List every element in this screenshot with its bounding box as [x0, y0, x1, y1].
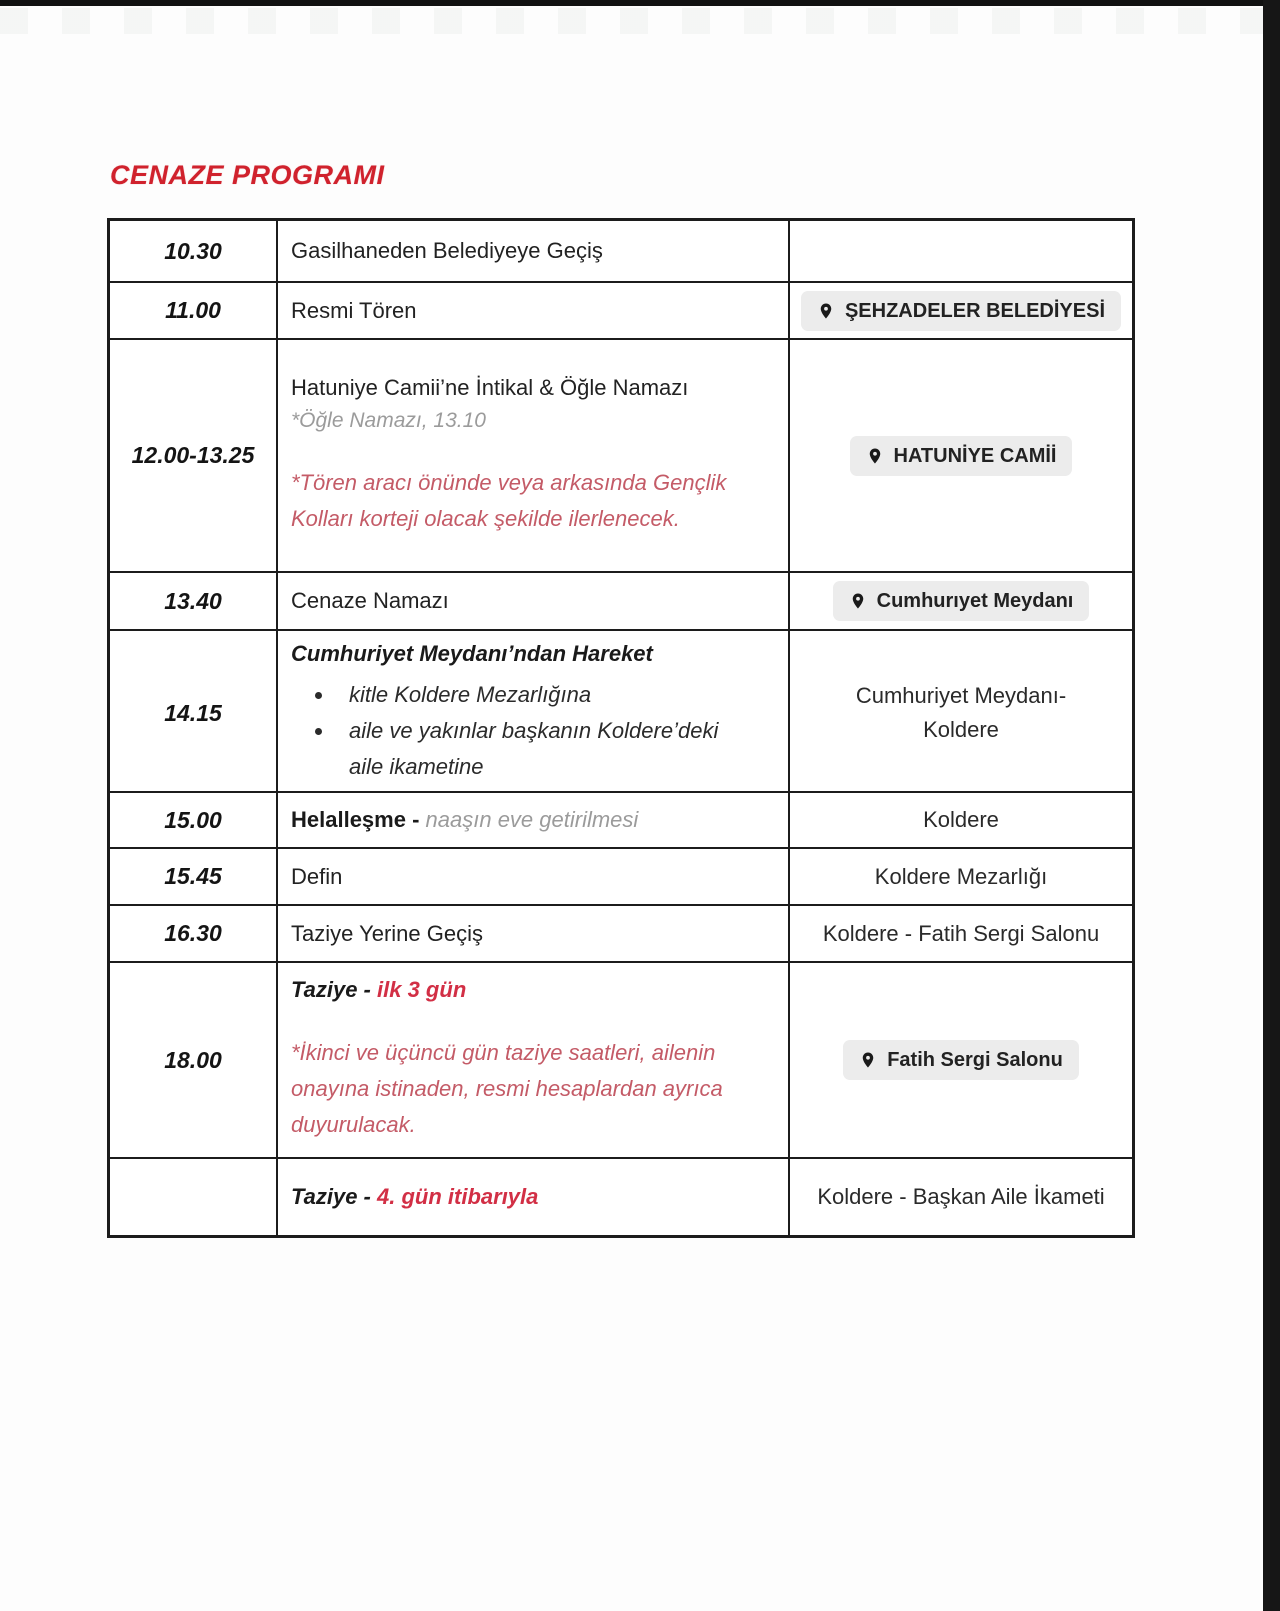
- bullet-item: • kitle Koldere Mezarlığına: [335, 677, 735, 713]
- location-chip: [850, 436, 1073, 476]
- location-chip: [843, 1040, 1079, 1080]
- table-row: [110, 221, 1132, 281]
- event-cell: [278, 221, 790, 281]
- event-title: Cumhuriyet Meydanı’ndan Hareket: [291, 641, 653, 666]
- event-text: Hatuniye Camii’ne İntikal & Öğle Namazı: [291, 374, 689, 400]
- event-text: Gasilhaneden Belediyeye Geçiş: [291, 238, 603, 263]
- event-subnote: *Öğle Namazı, 13.10: [291, 408, 486, 432]
- location-text: Koldere Mezarlığı: [874, 863, 1048, 889]
- time-cell: 16.30: [110, 906, 278, 961]
- time-cell: 10.30: [110, 221, 278, 281]
- event-cell: [278, 573, 790, 629]
- event-cell: [278, 793, 790, 847]
- location-cell: [790, 631, 1132, 795]
- event-text: Cenaze Namazı: [291, 588, 449, 613]
- time-cell: 18.00: [110, 963, 278, 1157]
- time-cell: 11.00: [110, 283, 278, 338]
- event-title-highlight: 4. gün itibarıyla: [377, 1184, 539, 1209]
- right-border-bar: [1263, 0, 1280, 1611]
- event-text: [291, 807, 774, 833]
- time-cell: 13.40: [110, 573, 278, 629]
- event-red-note: *Tören aracı önünde veya arkasında Gençlik Kolları korteji olacak şekilde ilerlenecek.: [291, 469, 727, 531]
- event-cell: [278, 631, 790, 795]
- location-pin-icon: [849, 592, 867, 610]
- time-cell: 15.00: [110, 793, 278, 847]
- location-text: Koldere - Fatih Sergi Salonu: [822, 920, 1100, 946]
- event-bullet-list: [335, 677, 735, 785]
- event-text: Resmi Tören: [291, 297, 417, 323]
- location-cell: [790, 573, 1132, 629]
- time-cell: 14.15: [110, 631, 278, 795]
- event-cell: [278, 1159, 790, 1235]
- event-text: Defin: [291, 863, 343, 889]
- event-cell: [278, 906, 790, 961]
- table-row: [110, 961, 1132, 1157]
- table-row: [110, 847, 1132, 904]
- event-cell: [278, 963, 790, 1157]
- event-red-note: *İkinci ve üçüncü gün taziye saatleri, ailenin onayına istinaden, resmi hesaplardan ayrıca duyurulacak.: [291, 1040, 723, 1137]
- location-chip: [801, 291, 1121, 331]
- location-cell: [790, 793, 1132, 847]
- event-cell: [278, 340, 790, 571]
- table-row: [110, 629, 1132, 791]
- location-text: HATUNİYE CAMİİ: [893, 444, 1057, 467]
- location-cell: [790, 963, 1132, 1157]
- location-pin-icon: [859, 1051, 877, 1069]
- bullet-item: • aile ve yakınlar başkanın Koldere’deki aile ikametine: [335, 713, 735, 785]
- time-cell: 15.45: [110, 849, 278, 904]
- table-row: [110, 571, 1132, 629]
- table-row: [110, 1157, 1132, 1235]
- event-title: Helalleşme -: [291, 807, 420, 832]
- event-subnote: naaşın eve getirilmesi: [425, 807, 639, 832]
- schedule-table: [107, 218, 1135, 1238]
- table-row: [110, 904, 1132, 961]
- location-cell: [790, 849, 1132, 904]
- scan-artifact: [0, 8, 1263, 34]
- location-cell: [790, 340, 1132, 571]
- location-cell: [790, 283, 1132, 338]
- event-title: [291, 1184, 774, 1210]
- location-text: Cumhuriyet Meydanı-Koldere: [855, 683, 1067, 742]
- event-cell: [278, 283, 790, 338]
- event-cell: [278, 849, 790, 904]
- location-text: Koldere - Başkan Aile İkameti: [817, 1184, 1105, 1209]
- event-title-label: Taziye -: [291, 977, 371, 1002]
- location-pin-icon: [817, 302, 835, 320]
- table-row: [110, 281, 1132, 338]
- location-cell: [790, 221, 1132, 281]
- location-cell: [790, 906, 1132, 961]
- location-pin-icon: [866, 447, 884, 465]
- time-cell: 12.00-13.25: [110, 340, 278, 571]
- location-text: Koldere: [923, 807, 999, 832]
- location-text: Cumhurıyet Meydanı: [876, 590, 1074, 612]
- location-cell: [790, 1159, 1132, 1235]
- event-text: Taziye Yerine Geçiş: [291, 920, 483, 946]
- location-text: Fatih Sergi Salonu: [887, 1049, 1063, 1071]
- location-text: ŞEHZADELER BELEDİYESİ: [844, 299, 1106, 322]
- top-border-bar: [0, 0, 1280, 6]
- table-row: [110, 791, 1132, 847]
- event-title: [291, 977, 774, 1003]
- table-row: [110, 338, 1132, 571]
- page-title: CENAZE PROGRAMI: [110, 160, 385, 190]
- time-cell: [110, 1159, 278, 1235]
- location-chip: [833, 581, 1090, 621]
- event-title-label: Taziye -: [291, 1184, 371, 1209]
- event-title-highlight: ilk 3 gün: [377, 977, 467, 1002]
